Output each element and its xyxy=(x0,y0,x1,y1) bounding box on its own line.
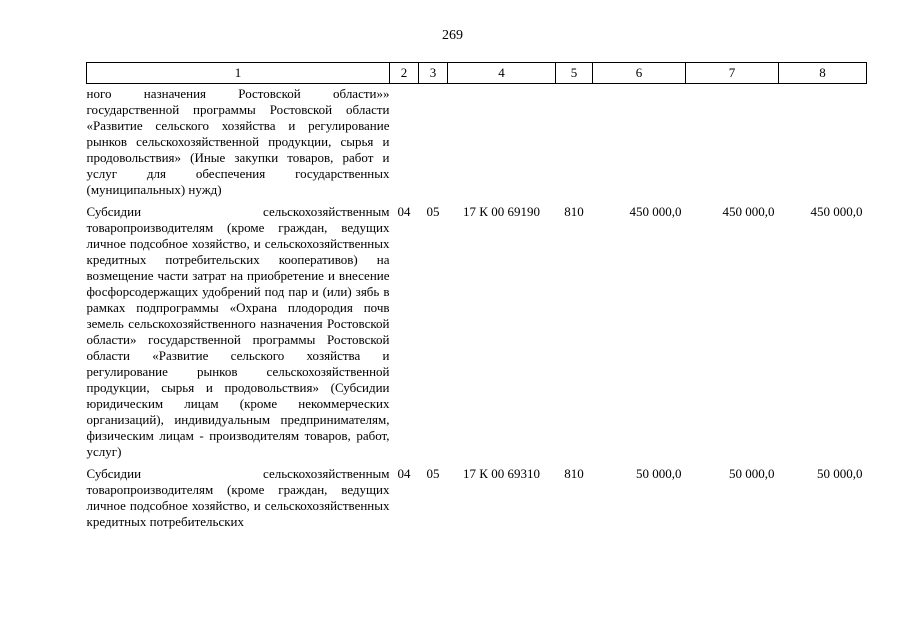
header-col-1: 1 xyxy=(87,63,390,84)
row-target-article: 17 К 00 69190 xyxy=(463,204,540,219)
header-col-2: 2 xyxy=(390,63,419,84)
header-col-7: 7 xyxy=(686,63,779,84)
row-target-article: 17 К 00 69310 xyxy=(463,466,540,481)
row-description: Субсидии сельскохозяйственным товаропроизводителям (кроме граждан, ведущих личное подсобное хозяйство, и сельскохозяйственных кредитных потребительских xyxy=(86,466,390,529)
row-subsection: 05 xyxy=(426,204,440,219)
row-description: Субсидии сельскохозяйственным товаропроизводителям (кроме граждан, ведущих личное подсобное хозяйство, и сельскохозяйственных кредитных потребительских кооперативов) на возмещение части затрат на приобретение и внесение фосфорсодержащих удобрений под пар и (или) зябь в рамках подпрограммы «Охрана плодородия почв земель сельскохозяйственного назначения Ростовской области» государственной программы Ростовской области «Развитие сельского хозяйства и регулирование рынков сельскохозяйственной продукции, сырья и продовольствия» (Субсидии юридическим лицам (кроме некоммерческих организаций), индивидуальным предпринимателям, физическим лицам - производителям товаров, работ, услуг) xyxy=(86,204,390,459)
row-section: 04 xyxy=(397,466,411,481)
table-row xyxy=(87,84,867,199)
table-body xyxy=(87,84,867,531)
row-amount-2: 50 000,0 xyxy=(729,466,775,481)
row-subsection xyxy=(419,84,448,199)
row-section xyxy=(390,84,419,199)
row-target-article xyxy=(448,84,556,199)
row-subsection: 05 xyxy=(426,466,440,481)
row-description: ного назначения Ростовской области»» государственной программы Ростовской области «Развитие сельского хозяйства и регулирование рынков сельскохозяйственной продукции, сырья и продовольствия» (Иные закупки товаров, работ и услуг для обеспечения государственных (муниципальных) нужд) xyxy=(86,86,390,197)
table-header xyxy=(87,63,867,84)
row-expense-type xyxy=(556,84,593,199)
header-col-8: 8 xyxy=(779,63,867,84)
header-col-5: 5 xyxy=(556,63,593,84)
row-amount-1: 50 000,0 xyxy=(636,466,682,481)
header-row xyxy=(87,63,867,84)
table-row xyxy=(87,198,867,460)
page-number: 269 xyxy=(442,28,463,43)
row-amount-3: 50 000,0 xyxy=(817,466,863,481)
row-expense-type: 810 xyxy=(564,204,584,219)
row-section: 04 xyxy=(397,204,411,219)
table-row xyxy=(87,460,867,530)
row-amount-3: 450 000,0 xyxy=(810,204,863,219)
header-col-4: 4 xyxy=(448,63,556,84)
header-col-6: 6 xyxy=(593,63,686,84)
header-col-3: 3 xyxy=(419,63,448,84)
row-amount-2 xyxy=(686,84,779,199)
row-amount-1 xyxy=(593,84,686,199)
budget-table xyxy=(86,62,867,530)
row-amount-1: 450 000,0 xyxy=(629,204,682,219)
row-expense-type: 810 xyxy=(564,466,584,481)
row-amount-2: 450 000,0 xyxy=(722,204,775,219)
row-amount-3 xyxy=(779,84,867,199)
